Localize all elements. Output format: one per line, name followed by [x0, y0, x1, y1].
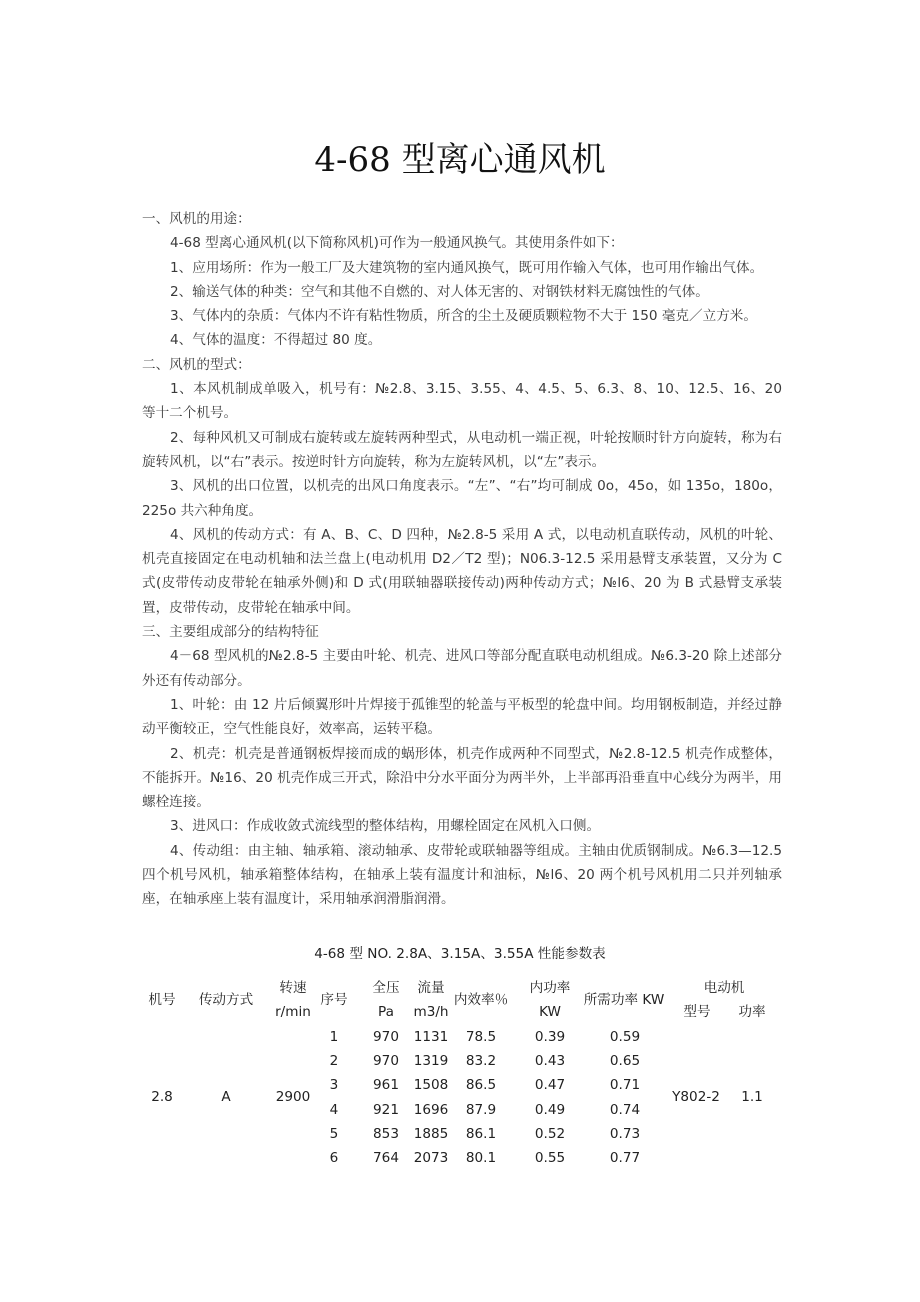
cell-seq: 6	[329, 1150, 339, 1166]
paragraph: 4、气体的温度：不得超过 80 度。	[170, 332, 382, 349]
header-speed-unit: r/min	[275, 1004, 311, 1020]
cell-required-power: 0.59	[609, 1029, 641, 1045]
cell-flow: 1885	[413, 1125, 449, 1142]
cell-flow: 1131	[413, 1029, 449, 1045]
header-motor-power: 功率	[738, 1004, 766, 1020]
cell-required-power: 0.65	[609, 1053, 641, 1070]
cell-flow: 1508	[413, 1077, 449, 1094]
document-title: 4-68 型离心通风机	[314, 140, 606, 180]
cell-internal-power: 0.43	[534, 1053, 566, 1070]
paragraph: 2、每种风机又可制成右旋转或左旋转两种型式，从电动机一端正视，叶轮按顺时针方向旋转，称为右旋转风机，以“右”表示。按逆时针方向旋转，称为左旋转风机，以“左”表示。	[142, 429, 782, 470]
header-seq: 序号	[320, 992, 348, 1008]
header-efficiency: 内效率％	[453, 992, 509, 1008]
cell-seq: 5	[329, 1125, 339, 1142]
paragraph: 3、进风口：作成收敛式流线型的整体结构，用螺栓固定在风机入口侧。	[170, 818, 601, 835]
cell-machine-no: 2.8	[151, 1089, 173, 1105]
cell-required-power: 0.77	[609, 1150, 641, 1166]
header-flow-unit: m3/h	[413, 1004, 449, 1020]
cell-efficiency: 87.9	[465, 1101, 497, 1118]
cell-speed: 2900	[275, 1089, 311, 1105]
header-speed: 转速	[279, 980, 307, 996]
header-motor: 电动机	[703, 980, 745, 996]
cell-internal-power: 0.39	[534, 1029, 566, 1045]
cell-required-power: 0.74	[609, 1101, 641, 1118]
paragraph: 4、传动组：由主轴、轴承箱、滚动轴承、皮带轮或联轴器等组成。主轴由优质钢制成。№6.3—12.5 四个机号风机，轴承箱整体结构，在轴承上装有温度计和油标，№l6、20 两个机号风机用二只并列轴承座，在轴承座上装有温度计，采用轴承润滑脂润滑。	[142, 842, 782, 908]
cell-internal-power: 0.49	[534, 1101, 566, 1118]
cell-flow: 1319	[413, 1053, 449, 1070]
header-internal-power-unit: KW	[539, 1004, 561, 1020]
cell-motor-model: Y802-2	[672, 1089, 720, 1105]
cell-efficiency: 80.1	[465, 1150, 497, 1166]
table-title: 4-68 型 NO. 2.8A、3.15A、3.55A 性能参数表	[314, 946, 606, 962]
cell-seq: 2	[329, 1053, 339, 1070]
cell-pressure: 764	[373, 1150, 399, 1166]
cell-seq: 3	[329, 1077, 339, 1094]
header-drive: 传动方式	[198, 992, 254, 1008]
cell-seq: 1	[329, 1029, 339, 1045]
header-motor-model: 型号	[683, 1004, 711, 1020]
header-pressure-unit: Pa	[378, 1004, 394, 1020]
cell-required-power: 0.71	[609, 1077, 641, 1094]
cell-efficiency: 86.1	[465, 1125, 497, 1142]
cell-internal-power: 0.47	[534, 1077, 566, 1094]
header-pressure: 全压	[372, 980, 400, 996]
cell-motor-power: 1.1	[741, 1089, 763, 1105]
paragraph: 1、叶轮：由 12 片后倾翼形叶片焊接于孤锥型的轮盖与平板型的轮盘中间。均用钢板制造，并经过静动平衡较正，空气性能良好，效率高，运转平稳。	[142, 696, 782, 738]
paragraph: 3、风机的出口位置，以机壳的出风口角度表示。“左”、“右”均可制成 0o，45o，如 135o，180o，225o 共六种角度。	[142, 478, 782, 519]
cell-internal-power: 0.52	[534, 1125, 566, 1142]
paragraph: 3、气体内的杂质：气体内不许有粘性物质，所含的尘土及硬质颗粒物不大于 150 毫克／立方米。	[170, 308, 757, 325]
header-internal-power: 内功率	[529, 980, 571, 996]
cell-drive: A	[221, 1089, 231, 1105]
cell-flow: 1696	[413, 1101, 449, 1118]
paragraph: 4、风机的传动方式：有 A、B、C、D 四种，№2.8-5 采用 A 式，以电动机直联传动，风机的叶轮、机壳直接固定在电动机轴和法兰盘上(电动机用 D2／T2 型)；N06.3-12.5 采用悬臂支承装置，又分为 C 式(皮带传动皮带轮在轴承外侧)和 D 式(用联轴器联接传动)两种传动方式；№l6、20 为 B 式悬臂支承装置，皮带传动，皮带轮在轴承中间。	[142, 526, 782, 616]
cell-efficiency: 83.2	[465, 1053, 497, 1070]
cell-pressure: 853	[373, 1125, 399, 1142]
cell-pressure: 961	[373, 1077, 399, 1094]
cell-pressure: 921	[373, 1101, 399, 1118]
header-flow: 流量	[417, 980, 445, 996]
cell-internal-power: 0.55	[534, 1150, 566, 1166]
document-body	[142, 207, 782, 912]
cell-flow: 2073	[413, 1150, 449, 1166]
paragraph: 4－68 型风机的№2.8-5 主要由叶轮、机壳、进风口等部分配直联电动机组成。№6.3-20 除上述部分外还有传动部分。	[142, 648, 782, 689]
cell-pressure: 970	[373, 1053, 399, 1070]
cell-pressure: 970	[373, 1029, 399, 1045]
paragraph: 1、应用场所：作为一般工厂及大建筑物的室内通风换气，既可用作输入气体，也可用作输出气体。	[170, 259, 764, 276]
cell-required-power: 0.73	[609, 1125, 641, 1142]
cell-efficiency: 78.5	[465, 1029, 497, 1045]
section-heading: 二、风机的型式：	[142, 356, 251, 373]
header-required-power: 所需功率 KW	[583, 992, 665, 1008]
cell-efficiency: 86.5	[465, 1077, 497, 1094]
header-machine-no: 机号	[148, 992, 176, 1008]
section-heading: 三、主要组成部分的结构特征	[142, 624, 319, 641]
cell-seq: 4	[329, 1101, 339, 1118]
paragraph: 2、输送气体的种类：空气和其他不自燃的、对人体无害的、对钢铁材料无腐蚀性的气体。	[170, 283, 709, 300]
section-heading: 一、风机的用途：	[142, 211, 251, 227]
paragraph: 2、机壳：机壳是普通钢板焊接而成的蜗形体，机壳作成两种不同型式，№2.8-12.5 机壳作成整体，不能拆开。№16、20 机壳作成三开式，除沿中分水平面分为两半外，上半部再沿垂直中心线分为两半，用螺栓连接。	[142, 745, 782, 811]
paragraph: 4-68 型离心通风机(以下简称风机)可作为一般通风换气。其使用条件如下：	[170, 235, 624, 252]
paragraph: 1、本风机制成单吸入，机号有：№2.8、3.15、3.55、4、4.5、5、6.3、8、10、12.5、16、20 等十二个机号。	[142, 381, 782, 422]
